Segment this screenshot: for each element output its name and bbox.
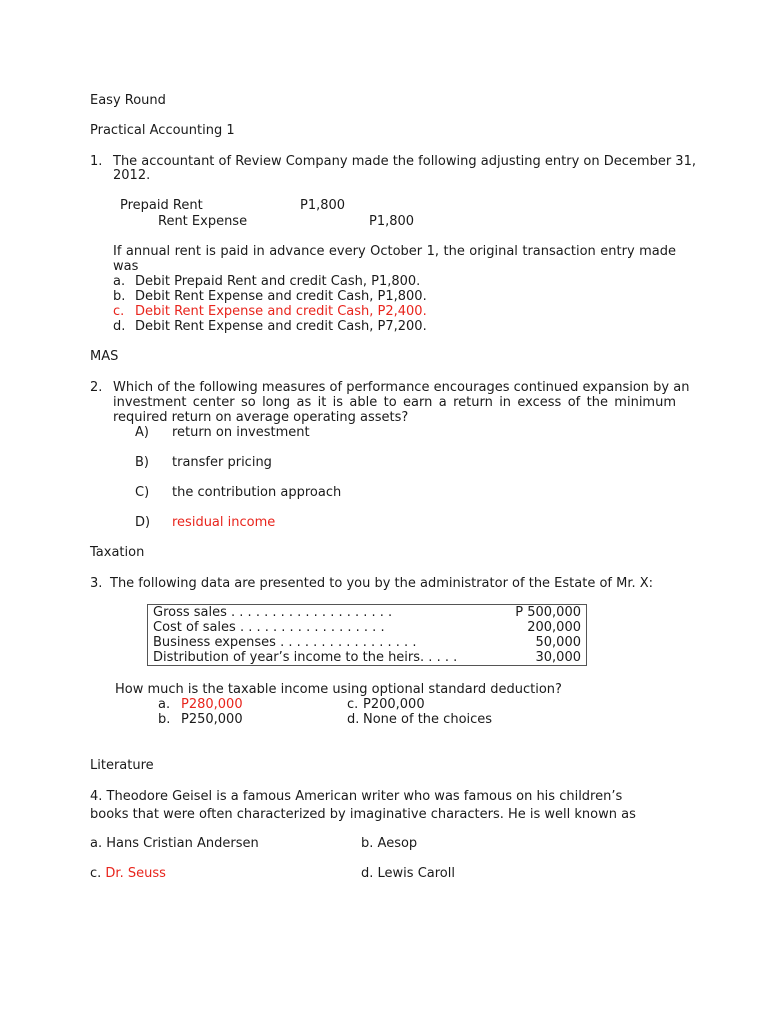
q2-choice-a-letter: A) [135,425,149,440]
q4-choice-b [361,836,417,851]
q3-choice-d: None of the choices [363,712,493,727]
q1-debit-account: Prepaid Rent [120,198,203,213]
q2-choice-c-letter: C) [135,485,150,500]
table-row [148,605,587,621]
row-label: Gross sales . . . . . . . . . . . . . . . . . . . . [153,605,393,620]
q3-question: How much is the taxable income using optional standard deduction? [115,682,562,697]
table-row [148,635,587,650]
row-amount: 200,000 [527,620,581,635]
row-label: Cost of sales . . . . . . . . . . . . . . . . . . [153,620,385,635]
q4-choice-a-text: Hans Cristian Andersen [106,836,259,851]
q1-followup-line2: was [113,259,139,274]
row-amount: P 500,000 [515,605,581,620]
q1-choice-b: Debit Rent Expense and credit Cash, P1,800. [135,289,427,304]
q4-choice-d-text: Lewis Caroll [377,866,455,881]
section-literature: Literature [90,758,154,773]
row-label: Business expenses . . . . . . . . . . . . . . . . . [153,635,417,650]
section-practical-accounting: Practical Accounting 1 [90,123,235,138]
q1-followup-line1: If annual rent is paid in advance every October 1, the original transaction entry made [113,244,676,259]
q2-choice-c: the contribution approach [172,485,342,500]
q2-text-line3: required return on average operating assets? [113,410,409,425]
q2-text-line2: investment center so long as it is able to earn a return in excess of the minimum [113,395,676,410]
estate-data-table [147,604,587,666]
q1-text-line1: The accountant of Review Company made the following adjusting entry on December 31, [113,154,696,169]
q2-choice-d-answer: residual income [172,515,276,530]
q4-choice-b-letter: b. [361,836,374,851]
q4-choice-a-letter: a. [90,836,103,851]
q3-choice-c: P200,000 [363,697,425,712]
q3-choice-b-letter: b. [158,712,171,727]
round-title: Easy Round [90,93,166,108]
q1-choice-a-letter: a. [113,274,126,289]
q1-choice-d: Debit Rent Expense and credit Cash, P7,200. [135,319,427,334]
q2-text-line1: Which of the following measures of performance encourages continued expansion by an [113,380,690,395]
q4-choice-d [361,866,455,881]
section-mas: MAS [90,349,119,364]
q4-choice-d-letter: d. [361,866,374,881]
q1-text-line2: 2012. [113,168,151,183]
q4-choice-c [90,866,166,881]
q1-credit-account: Rent Expense [158,214,248,229]
q1-credit-amount: P1,800 [369,214,415,229]
row-amount: 30,000 [535,650,581,665]
q4-number: 4. [90,789,103,804]
q2-choice-b-letter: B) [135,455,149,470]
q4-choice-c-letter: c. [90,866,102,881]
q3-choice-a-letter: a. [158,697,171,712]
row-amount: 50,000 [535,635,581,650]
q3-text: The following data are presented to you by the administrator of the Estate of Mr. X: [110,576,654,591]
table-row [148,620,587,635]
q4-text-block [90,788,655,824]
q4-text: Theodore Geisel is a famous American writer who was famous on his children’s books that were often characterized by imaginative characters. He is well known as [90,789,636,822]
q1-choice-d-letter: d. [113,319,126,334]
q3-choice-b: P250,000 [181,712,243,727]
q1-choice-c-letter: c. [113,304,125,319]
q2-choice-a: return on investment [172,425,310,440]
q1-debit-amount: P1,800 [300,198,346,213]
q3-choice-d-letter: d. [347,712,360,727]
q3-choice-c-letter: c. [347,697,359,712]
section-taxation: Taxation [90,545,145,560]
q2-number: 2. [90,380,103,395]
q3-choice-a-answer: P280,000 [181,697,243,712]
q1-choice-b-letter: b. [113,289,126,304]
row-label: Distribution of year’s income to the heirs. . . . . [153,650,458,665]
q4-choice-c-answer: Dr. Seuss [105,866,166,881]
q1-choice-a: Debit Prepaid Rent and credit Cash, P1,800. [135,274,421,289]
q2-choice-d-letter: D) [135,515,151,530]
q3-number: 3. [90,576,103,591]
q1-choice-c-answer: Debit Rent Expense and credit Cash, P2,400. [135,304,427,319]
q2-choice-b: transfer pricing [172,455,272,470]
q1-number: 1. [90,154,103,169]
q4-choice-a [90,836,259,851]
table-row [148,650,587,666]
q4-choice-b-text: Aesop [377,836,418,851]
